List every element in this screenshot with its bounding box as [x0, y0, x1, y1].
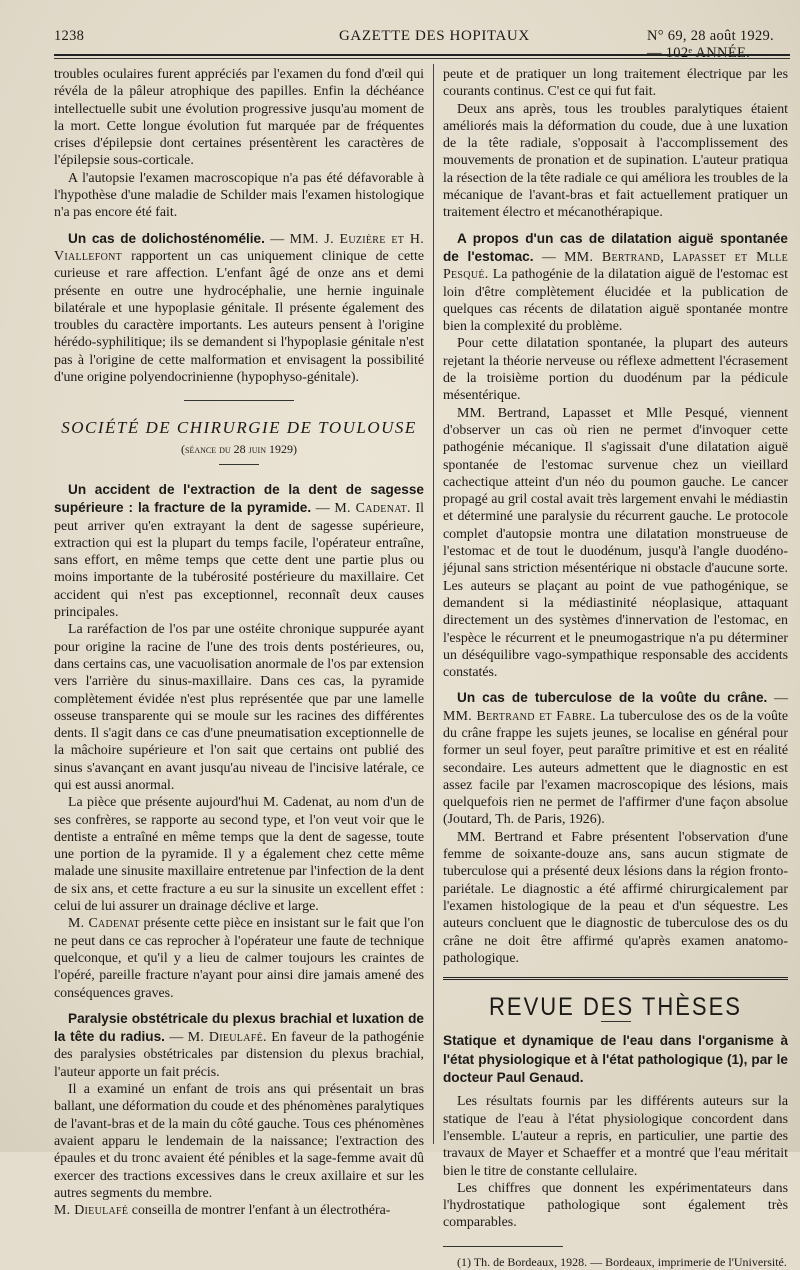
paragraph	[54, 915, 424, 1001]
section-rule	[219, 464, 259, 465]
section-rule	[601, 1021, 631, 1022]
header-rule	[54, 54, 790, 56]
article-authors: MM. J. Euzière et H. Viallefont	[54, 231, 424, 264]
article-title: A propos d'un cas de dilatation aiguë spontanée de l'estomac.	[443, 230, 788, 264]
section-double-rule	[443, 977, 788, 980]
footnote: (1) Th. de Bordeaux, 1928. — Bordeaux, imprimerie de l'Université.	[457, 1254, 787, 1269]
article-title: Statique et dynamique de l'eau dans l'organisme à l'état physiologique et à l'état pathologique (1), par le docteur Paul Genaud.	[443, 1033, 788, 1086]
section-rule	[184, 400, 294, 401]
article-body: La tuberculose des os de la voûte du crâne frappe les sujets jeunes, se localise en général pour former un seul foyer, peut paraître primitive et est en réalité secondaire. Les auteurs admettent que le diagnostic en est assez facile par l'examen macroscopique des lésions, mais quelquefois rien ne permet de l'affirmer d'une façon absolue (Joutard, Th. de Paris, 1926).	[443, 708, 788, 828]
article-tuberculose-crane: Un cas de tuberculose de la voûte du crâne. — MM. Bertrand et Fabre. La tuberculose des os de la voûte du crâne frappe les sujets jeunes, se localise en général pour former un seul foyer, peut paraître primitive et est en réalité secondaire. Les auteurs admettent que le diagnostic en est assez facile par l'examen macroscopique des lésions, mais quelquefois rien ne permet de l'affirmer d'une façon absolue (Joutard, Th. de Paris, 1926).	[443, 690, 788, 828]
article-authors: M. Cadenat.	[334, 501, 411, 517]
paragraph: Les chiffres que donnent les expérimentateurs dans l'hydrostatique pathologique sont également très comparables.	[443, 1180, 788, 1231]
page-number: 1238	[54, 28, 85, 44]
article-title: Un cas de dolichosténomélie.	[68, 230, 265, 246]
article-body: rapportent un cas uniquement clinique de cette curieuse et rare affection. L'enfant âgé de onze ans et demi présente en outre une hydrocéphalie, une hernie inguinale bilatérale et une hypoplasie génitale. Il présente également des troubles du caractère importants. Les auteurs pensent à l'origine hérédo-syphilitique; ils se demandent si l'hypoplasie génitale n'est pas à l'origine de cette malformation et envisagent la possibilité d'une origine polyendocrinienne (hypophyso-génitale).	[54, 248, 424, 386]
left-column	[54, 66, 424, 1219]
footnote-rule	[443, 1246, 563, 1247]
paragraph: Il a examiné un enfant de trois ans qui présentait un bras ballant, une déformation du coude et des phénomènes paralytiques de l'avant-bras et de la main du côté gauche. Tous ces phénomènes avaient apparu le lendemain de la naissance; l'extraction des épaules et du tronc avaient été pénibles et la sage-femme avait dû exercer des tractions excessives dans le creux axillaire et sur les autres segments du membre.	[54, 1082, 425, 1201]
paragraph	[54, 1202, 424, 1219]
paragraph-text: conseilla de montrer l'enfant à un électrothéra-	[131, 1203, 391, 1219]
article-authors: M. Dieulafé.	[187, 1030, 267, 1046]
column-divider	[433, 64, 434, 1144]
journal-title: GAZETTE DES HOPITAUX	[339, 28, 530, 44]
society-session: (séance du 28 juin 1929)	[181, 441, 297, 456]
paragraph: MM. Bertrand, Lapasset et Mlle Pesqué, viennent d'observer un cas où rien ne permet d'invoquer cette pathogénie mécanique. Il s'agissait d'une dilatation aiguë spontanée de l'estomac survenue chez un vieillard cachectique atteint d'un néo du poumon gauche. Le cancer propagé au gril costal avait très largement envahi le médiastin et déterminé une paralysie du récurrent gauche. Le protocole complet d'autopsie montra une dilatation monstrueuse de l'estomac et de tout le duodénum, jusqu'à l'angle duodéno-jéjunal sans striction mésentérique ni obstacle d'aucune sorte. Les auteurs se plaçant au point de vue pathogénique, se demandent si la médiastinité néoplasique, attaquant directement un des systèmes d'innervation de l'estomac, en l'espèce le récurrent et le pneumogastrique n'a pu déterminer un déséquilibre vago-sympathique responsable des accidents constatés.	[443, 405, 788, 681]
paragraph: A l'autopsie l'examen macroscopique n'a pas été défavorable à l'hypothèse d'une maladie de Schilder mais l'examen histologique n'a pas encore été fait.	[54, 170, 424, 221]
article-body: Il peut arriver qu'en extrayant la dent de sagesse supérieure, extraction qui est la plupart du temps facile, l'opérateur entraîne, sans effort, en même temps que cette dent une partie plus ou moins importante de la tubérosité postérieure du maxillaire. Cet accident qui n'est pas exceptionnel, reconnaît deux causes principales.	[54, 501, 424, 621]
article-dilatation-estomac: A propos d'un cas de dilatation aiguë spontanée de l'estomac. — MM. Bertrand, Lapasset et Mlle Pesqué. La pathogénie de la dilatation aiguë de l'estomac est loin d'être complètement élucidée et la publication de quelques cas récents de dilatation aiguë spontanée montre bien la complexité du problème.	[443, 230, 789, 335]
right-column	[443, 66, 788, 1270]
header-rule-thin	[54, 58, 790, 59]
article-dolichostenomelie: Un cas de dolichosténomélie. — MM. J. Euzière et H. Viallefont rapportent un cas uniquement clinique de cette curieuse et rare affection. L'enfant âgé de onze ans et demi présente en outre une hydrocéphalie, une hernie inguinale bilatérale et une hypoplasie génitale. Il présente également des troubles du caractère importants. Les auteurs pensent à l'origine hérédo-syphilitique; ils se demandent si l'hypoplasie génitale n'est pas à l'origine de cette malformation et envisagent la possibilité d'une origine polyendocrinienne (hypophyso-génitale).	[54, 230, 424, 386]
paragraph: peute et de pratiquer un long traitement électrique par les courants continus. C'est ce qui fut fait.	[443, 67, 788, 100]
paragraph: troubles oculaires furent appréciés par l'examen du fond d'œil qui révéla de la pâleur atrophique des papilles. Enfin la déchéance intellectuelle subit une évolution progressive jusqu'au moment de la mort. Cette longue évolution fut marquée par de fréquentes crises d'épilepsie dont certaines présentèrent les caractères de l'épilepsie sous-corticale.	[54, 67, 424, 169]
article-dent-de-sagesse: Un accident de l'extraction de la dent de sagesse supérieure : la fracture de la pyramide. — M. Cadenat. Il peut arriver qu'en extrayant la dent de sagesse supérieure, extraction qui est la plupart du temps facile, l'opérateur entraîne, sans effort, en même temps que cette dent une partie plus ou moins importante de la tubérosité postérieure du maxillaire. Cet accident qui n'est pas exceptionnel, reconnaît deux causes principales.	[54, 481, 424, 621]
article-paralysie: Paralysie obstétricale du plexus brachial et luxation de la tête du radius. — M. Dieulafé. En faveur de la pathogénie des paralysies obstétricales par distension du plexus brachial, l'auteur apporte un fait précis.	[54, 1010, 425, 1080]
paragraph: MM. Bertrand et Fabre présentent l'observation d'une femme de soixante-douze ans, sans aucun stigmate de tuberculose qui a présenté deux lésions dans la région fronto-pariétale. Le diagnostic a été affirmé chirurgicalement par l'examen histologique de la peau et d'un séquestre. Les auteurs concluent que le diagnostic de tuberculose des os du crâne ne doit être affirmé qu'après examen anatomo-pathologique.	[443, 829, 788, 966]
paragraph-text: présente cette pièce en insistant sur le fait que l'on ne peut dans ce cas reprocher à l'opérateur une faute de technique quelconque, et qu'il y a lieu de calmer toujours les craintes de l'opéré, pareille fracture n'ayant pour ainsi dire jamais amené des conséquences graves.	[54, 916, 424, 1001]
article-body: En faveur de la pathogénie des paralysies obstétricales par distension du plexus brachial, l'auteur apporte un fait précis.	[54, 1030, 425, 1080]
these-title	[443, 1032, 788, 1087]
paragraph: La pièce que présente aujourd'hui M. Cadenat, au nom d'un de ses confrères, se rapporte au second type, et l'on veut voir que le dentiste a entraîné en même temps que la dent de sagesse, toute une portion de la pyramide. Il y a également chez cette même malade une sinusite maxillaire entretenue par l'infection de la dent de six ans, et cette fracture a eu sur la sinusite un excellent effet : celui de lui assurer un drainage déclive et large.	[54, 795, 424, 915]
article-authors: MM. Bertrand, Lapasset et Mlle Pesqué.	[443, 249, 789, 283]
article-title: Paralysie obstétricale du plexus brachial et luxation de la tête du radius.	[54, 1010, 424, 1045]
paragraph: Les résultats fournis par les différents auteurs sur la statique de l'eau à l'état physiologique concordent dans l'ensemble. L'auteur a repris, en particulier, une partie des travaux de Mayer et Schaeffer et a montré que l'eau méritait bien le titre de constante cellulaire.	[443, 1094, 788, 1179]
paragraph: La raréfaction de l'os par une ostéite chronique suppurée ayant pour origine la racine de l'une des trois dents postérieures, ou, dans certains cas, une vacuolisation anormale de l'os par extension vers l'arrière du sinus-maxillaire. Dans ces cas, la pyramide complètement évidée n'est plus représentée que par une lamelle osseuse transparente qui se moule sur les racines des différentes dents. Il s'agit dans ce cas d'une pneumatisation exceptionnelle de la mâchoire supérieure et l'on sait que certains ont publié des sinus s'avançant en avant jusqu'au niveau de l'incisive latérale, ce qui est aussi anormal.	[54, 622, 424, 793]
article-title: Un cas de tuberculose de la voûte du crâne.	[457, 690, 768, 706]
author-name: M. Dieulafé	[54, 1203, 129, 1219]
issue-info: N° 69, 28 août 1929. — 102ᵉ ANNÉE.	[647, 28, 774, 61]
paragraph: Pour cette dilatation spontanée, la plupart des auteurs rejetant la théorie nerveuse ou réflexe admettent l'écrasement de la troisième portion du duodénum par la pédicule mésentérique.	[443, 336, 788, 404]
society-title: SOCIÉTÉ DE CHIRURGIE DE TOULOUSE	[61, 418, 417, 438]
article-title: Un accident de l'extraction de la dent de sagesse supérieure : la fracture de la pyramide.	[54, 481, 424, 516]
section-title: REVUE DES THÈSES	[489, 992, 742, 1021]
page-header	[54, 28, 790, 61]
paragraph: Deux ans après, tous les troubles paralytiques étaient améliorés mais la déformation du coude, due à une luxation de la tête radiale, s'opposait à l'accomplissement des mouvements de pronation et de supination. L'auteur pratiqua la résection de la tête radiale ce qui améliora les troubles de la mécanique de l'avant-bras et fait actuellement pratiquer un traitement électro et mécanothérapique.	[443, 101, 788, 221]
author-name: M. Cadenat	[68, 916, 140, 932]
article-authors: MM. Bertrand et Fabre.	[443, 708, 596, 724]
article-body: La pathogénie de la dilatation aiguë de l'estomac est loin d'être complètement élucidée et la publication de quelques cas récents de dilatation aiguë spontanée montre bien la complexité du problème.	[443, 267, 788, 335]
